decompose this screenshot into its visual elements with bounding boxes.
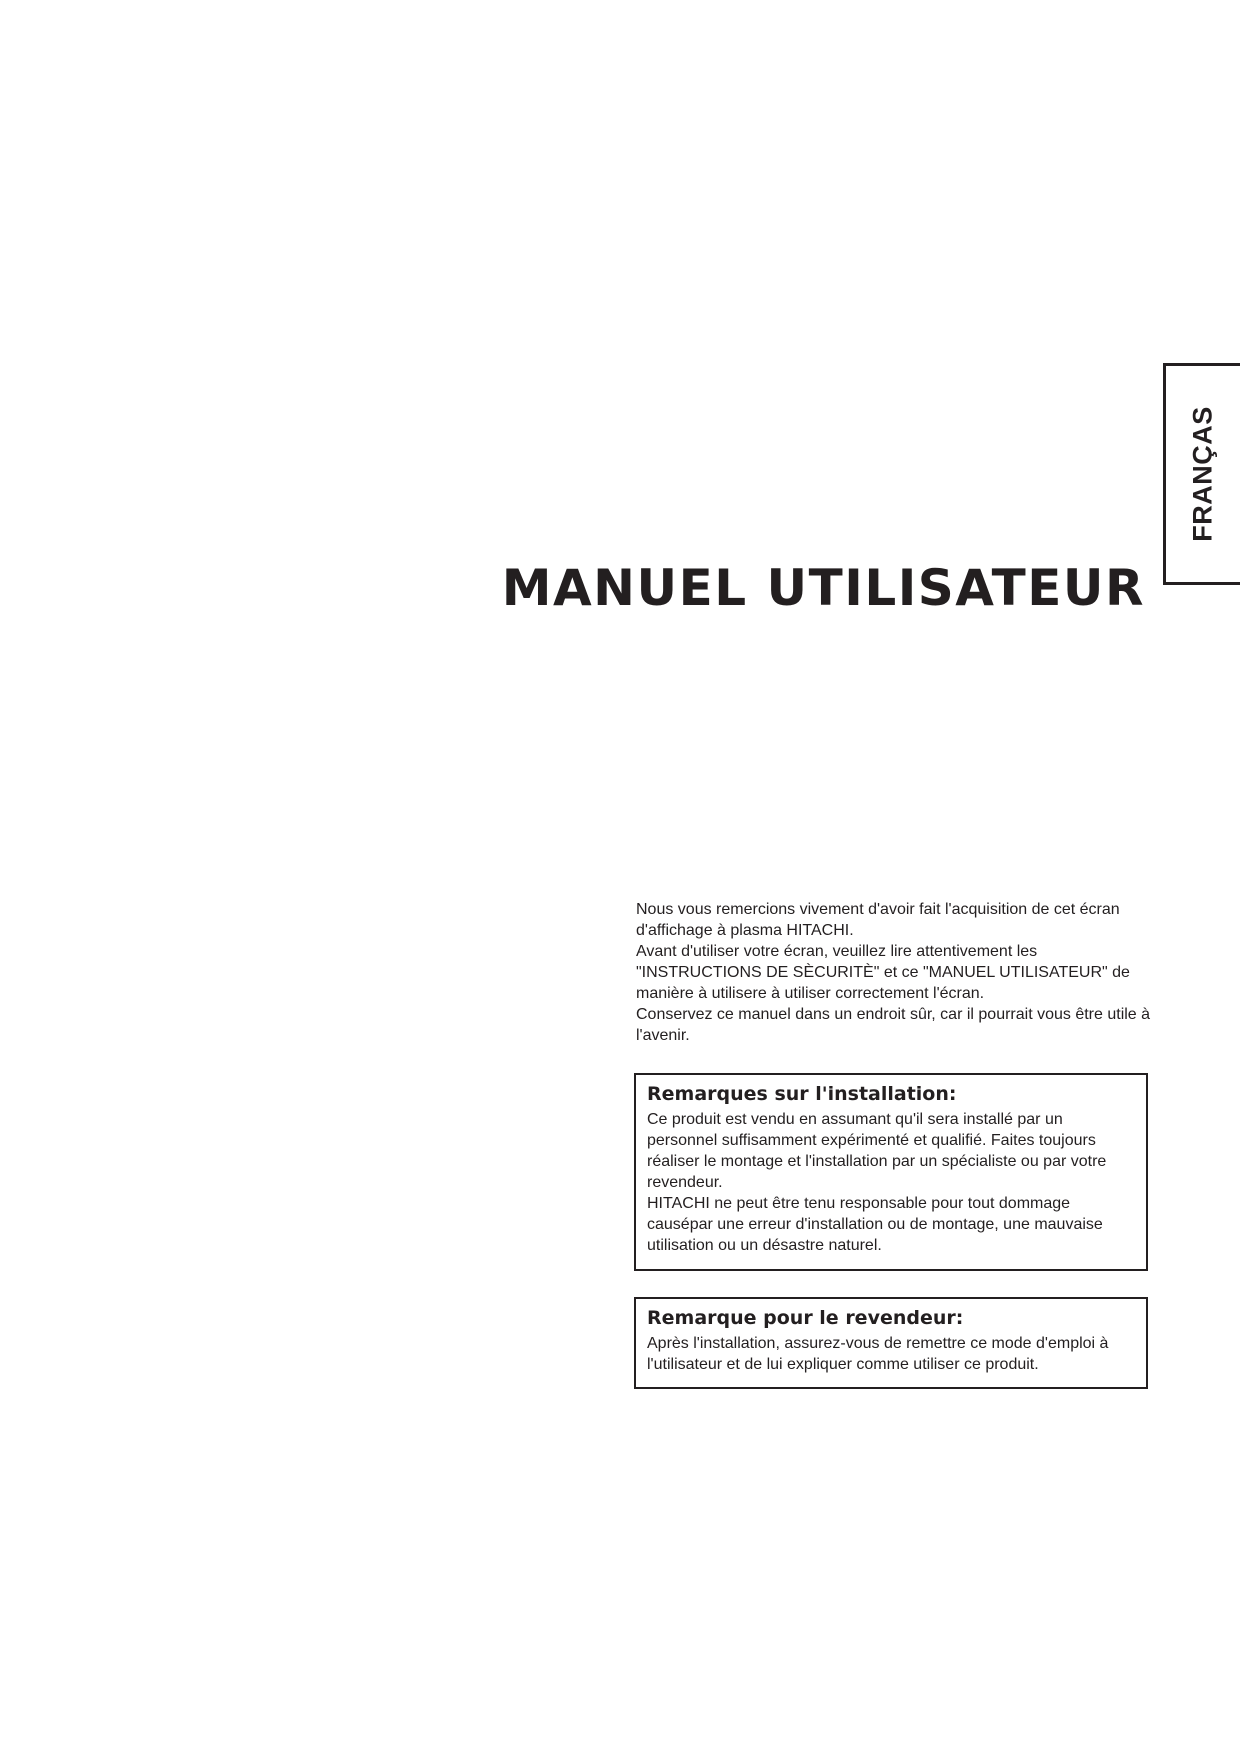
- installation-note-body: [647, 1109, 1136, 1256]
- intro-paragraph: Conservez ce manuel dans un endroit sûr, car il pourrait vous être utile à l'avenir.: [636, 1006, 1151, 1044]
- intro-paragraph: Nous vous remercions vivement d'avoir fait l'acquisition de cet écran d'affichage à plasma HITACHI.: [636, 901, 1120, 939]
- language-tab: [1163, 363, 1240, 585]
- dealer-note-body: [647, 1333, 1136, 1375]
- dealer-note-title: Remarque pour le revendeur:: [647, 1307, 964, 1329]
- language-tab-label: FRANÇAS: [1187, 406, 1218, 542]
- dealer-note-paragraph: Après l'installation, assurez-vous de remettre ce mode d'emploi à l'utilisateur et de lui expliquer comme utiliser ce produit.: [647, 1335, 1109, 1373]
- dealer-note-box: [634, 1297, 1148, 1389]
- installation-note-paragraph: HITACHI ne peut être tenu responsable pour tout dommage causépar une erreur d'installation ou de montage, une mauvaise utilisation ou un désastre naturel.: [647, 1195, 1103, 1254]
- intro-paragraph: Avant d'utiliser votre écran, veuillez lire attentivement les "INSTRUCTIONS DE SÈCURITÈ" et ce "MANUEL UTILISATEUR" de manière à utilisere à utiliser correctement l'écran.: [636, 943, 1130, 1002]
- installation-note-box: [634, 1073, 1148, 1271]
- intro-text: [636, 899, 1156, 1046]
- page-title: MANUEL UTILISATEUR: [501, 559, 1145, 617]
- installation-note-title: Remarques sur l'installation:: [647, 1083, 957, 1105]
- installation-note-paragraph: Ce produit est vendu en assumant qu'il sera installé par un personnel suffisamment expérimenté et qualifié. Faites toujours réaliser le montage et l'installation par un spécialiste ou par votre revendeur.: [647, 1111, 1107, 1191]
